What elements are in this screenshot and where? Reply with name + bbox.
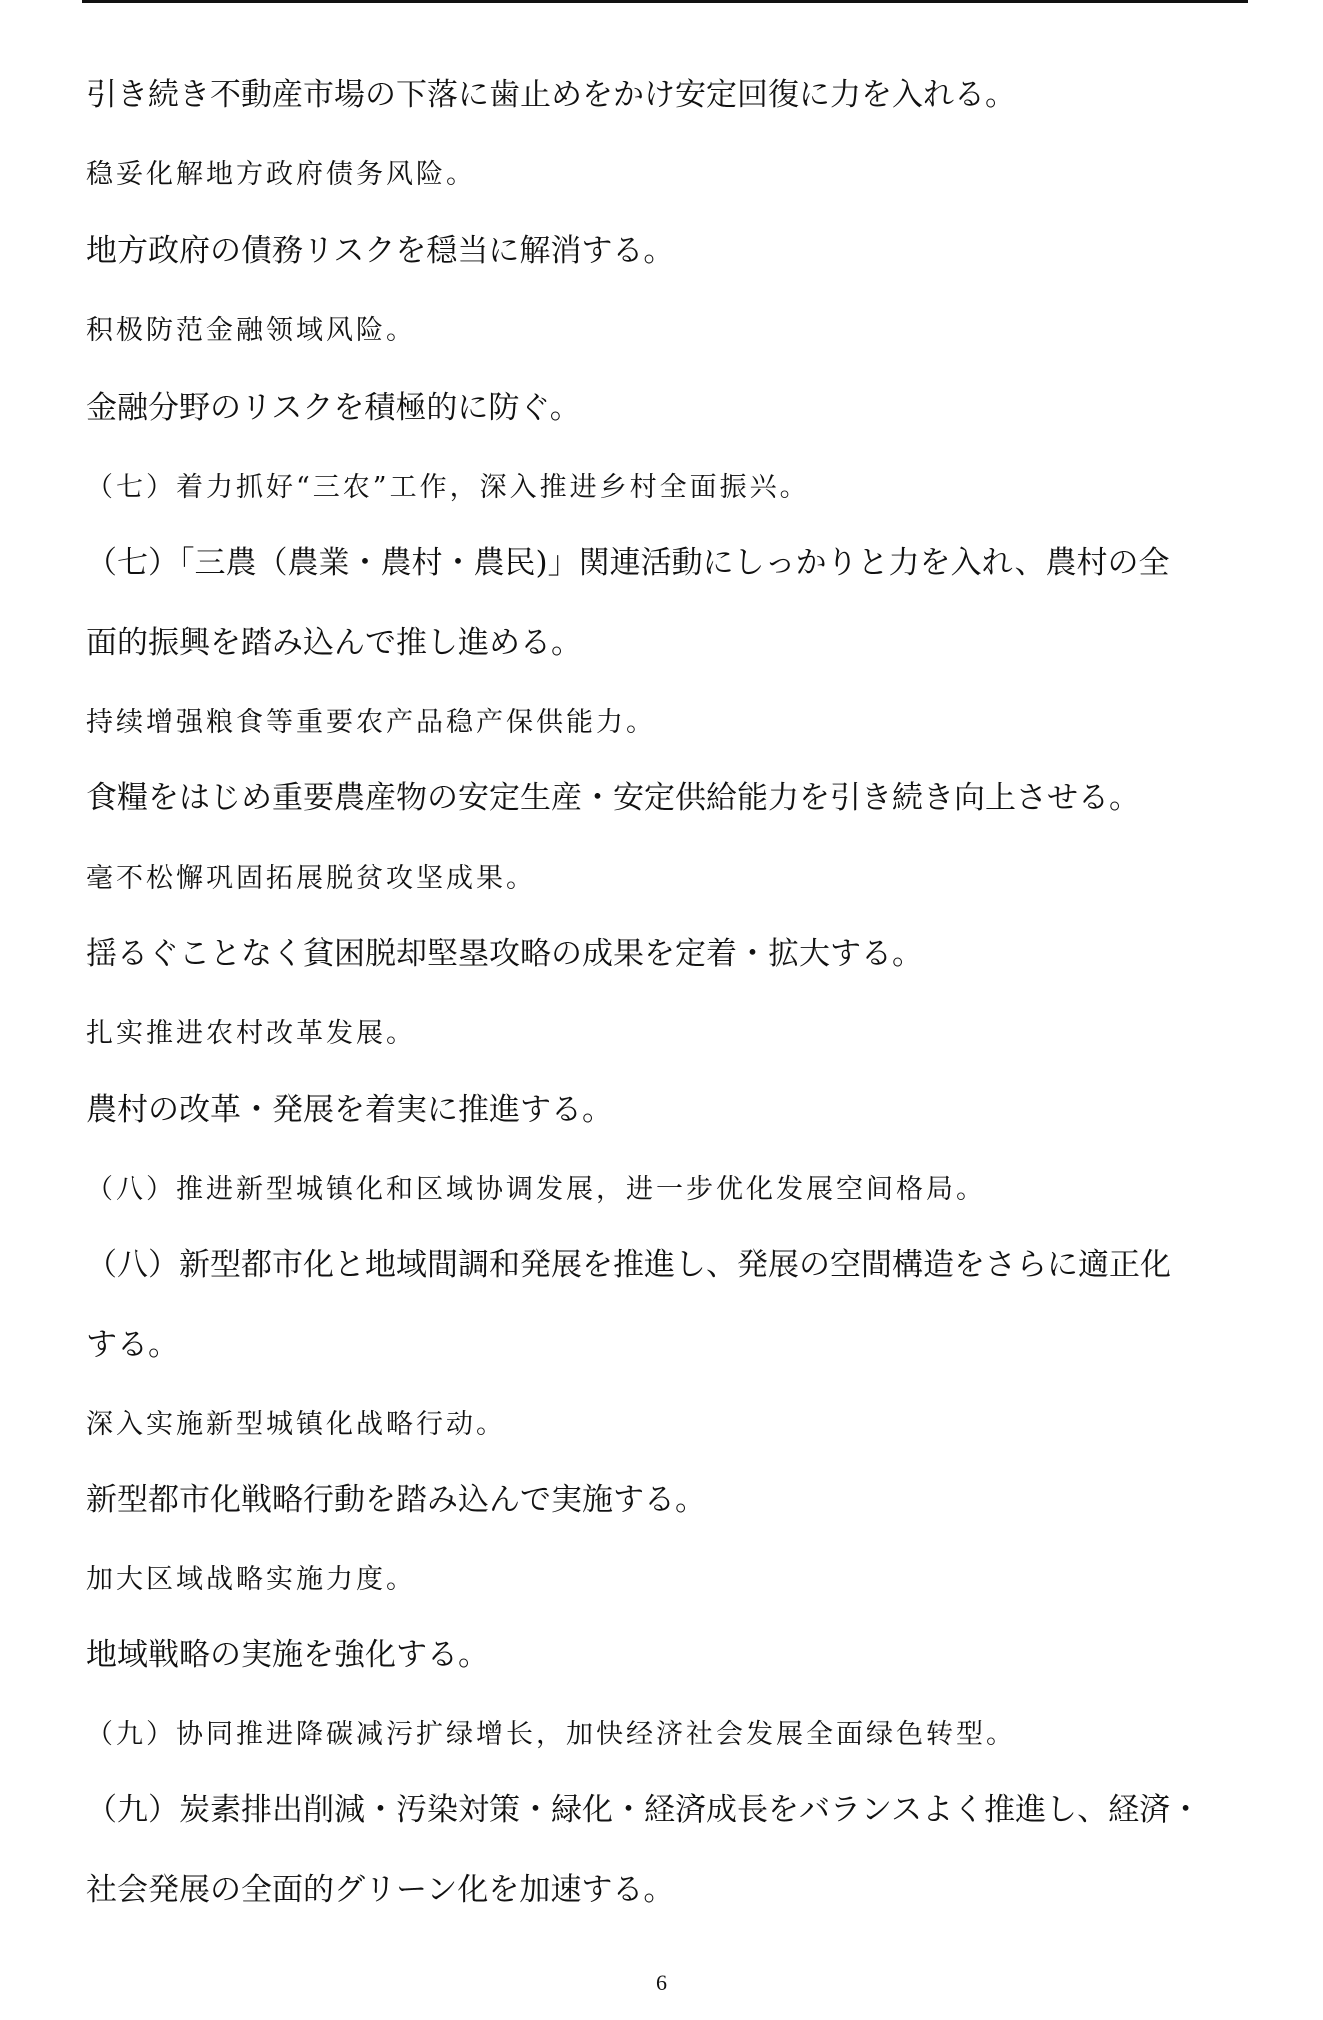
text-line: 深入实施新型城镇化战略行动。 [86, 1409, 506, 1440]
text-line: 金融分野のリスクを積極的に防ぐ。 [86, 390, 581, 426]
text-line: 地方政府の債務リスクを穏当に解消する。 [86, 233, 675, 269]
text-line: 稳妥化解地方政府债务风险。 [86, 159, 476, 190]
text-line: （七）着力抓好“三农”工作，深入推进乡村全面振兴。 [86, 472, 810, 503]
text-line: 加大区域战略实施力度。 [86, 1564, 416, 1595]
text-line: 持续增强粮食等重要农产品稳产保供能力。 [86, 707, 656, 738]
text-line: 新型都市化戦略行動を踏み込んで実施する。 [86, 1482, 706, 1518]
text-line: 毫不松懈巩固拓展脱贫攻坚成果。 [86, 863, 536, 894]
page-number: 6 [656, 1970, 667, 1995]
text-line: 面的振興を踏み込んで推し進める。 [86, 625, 582, 661]
text-line: （八）推进新型城镇化和区域协调发展，进一步优化发展空间格局。 [86, 1174, 986, 1205]
text-line: （九）协同推进降碳减污扩绿增长，加快经济社会发展全面绿色转型。 [86, 1719, 1016, 1750]
text-line: する。 [86, 1327, 179, 1363]
text-line: 积极防范金融领域风险。 [86, 315, 416, 346]
text-line: （九）炭素排出削減・汚染対策・緑化・経済成長をバランスよく推進し、経済・ [86, 1792, 1202, 1828]
text-line: （八）新型都市化と地域間調和発展を推進し、発展の空間構造をさらに適正化 [86, 1247, 1171, 1283]
top-rule [82, 0, 1248, 3]
text-line: 農村の改革・発展を着実に推進する。 [86, 1092, 613, 1128]
text-line: 食糧をはじめ重要農産物の安定生産・安定供給能力を引き続き向上させる。 [86, 780, 1140, 816]
text-line: 社会発展の全面的グリーン化を加速する。 [86, 1872, 675, 1908]
text-line: 地域戦略の実施を強化する。 [86, 1637, 489, 1673]
text-line: 扎实推进农村改革发展。 [86, 1018, 416, 1049]
text-line: （七）「三農（農業・農村・農民)」関連活動にしっかりと力を入れ、農村の全 [86, 545, 1170, 581]
text-line: 引き続き不動産市場の下落に歯止めをかけ安定回復に力を入れる。 [86, 77, 1016, 113]
text-line: 揺るぐことなく貧困脱却堅塁攻略の成果を定着・拡大する。 [86, 936, 923, 972]
